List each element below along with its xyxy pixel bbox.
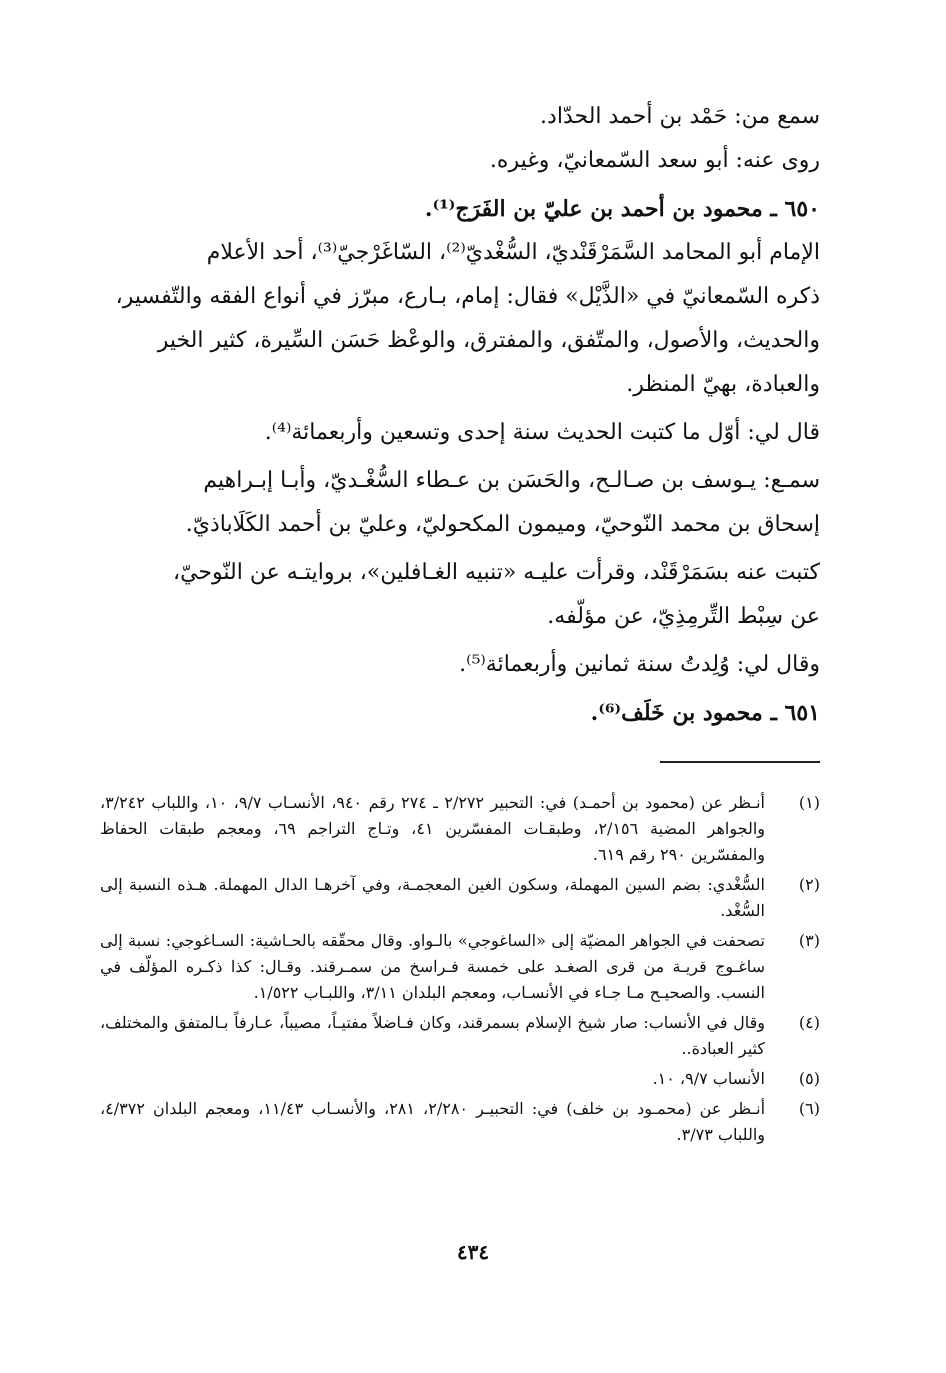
footnote-text: وقال في الأنساب: صار شيخ الإسلام بسمرقند، وكان فـاضلاً مفتيـاً، مصيباً، عـارفاً بـالمتفق والمختلف، كثير العبادة.. [100, 1013, 765, 1058]
footnote [100, 928, 820, 1006]
footnote-text: الأنساب ٩/٧، ١٠. [652, 1069, 765, 1088]
text-line: والعبادة، بهيّ المنظر. [626, 372, 820, 397]
page-number: ٤٣٤ [456, 1240, 490, 1264]
text-line: وقال لي: وُلِدتُ سنة ثمانين وأربعمائة⁽⁵⁾. [459, 652, 820, 677]
footnotes [100, 790, 820, 1152]
footnote-number: (٢) [798, 875, 820, 894]
footnote-number: (٥) [798, 1069, 820, 1088]
main-text [100, 95, 820, 735]
footnote [100, 1010, 820, 1062]
text-line: قال لي: أوّل ما كتبت الحديث سنة إحدى وتسعين وأربعمائة⁽⁴⁾. [264, 420, 820, 445]
text-line: كتبت عنه بسَمَرْقَنْد، وقرأت عليـه «تنبيه الغـافلين»، بروايتـه عن النّوحيّ، [172, 560, 820, 585]
text-line: والحديث، والأصول، والمتّفق، والمفترق، والوعْظ حَسَن السِّيرة، كثير الخير [157, 328, 820, 353]
footnote-text: تصحفت في الجواهر المضيّة إلى «الساغوجي» بالـواو. وقال محقّقه بالحـاشية: السـاغوجي: نسبة إلى ساغـوج قريـة من قرى الصغـد على خمسة فـراسخ من سمـرقند. وقـال: كذا ذكـره المؤلّف في النسب. والصحيـح مـا جـاء في الأنسـاب، ومعجم البلدان ٣/١١، واللبـاب ١/٥٢٢. [100, 931, 765, 1002]
text-line: سمـع: يـوسف بن صـالـح، والحَسَن بن عـطاء السُّغْـديّ، وأبـا إبـراهيم [203, 468, 820, 493]
text-line: عن سِبْط التِّرمِذِيّ، عن مؤلّفه. [547, 604, 820, 629]
entry-heading-650: ٦٥٠ ـ محمود بن أحمد بن عليّ بن الفَرَج⁽¹⁾. [424, 196, 820, 222]
footnote-number: (١) [798, 793, 820, 812]
footnote-number: (٤) [798, 1013, 820, 1032]
footnote-text: أنـظر عن (محمود بن أحمـد) في: التحبير ٢/٢٧٢ ـ ٢٧٤ رقم ٩٤٠، الأنسـاب ٩/٧، ١٠، واللباب ٣/٢٤٢، والجواهر المضية ٢/١٥٦، وطبقـات المفسّرين ٤١، وتـاج التراجم ٦٩، ومعجم طبقات الحفاظ والمفسّرين ٢٩٠ رقم ٦١٩. [100, 793, 766, 864]
footnote [100, 872, 820, 924]
text-line: إسحاق بن محمد النّوحيّ، وميمون المكحوليّ، وعليّ بن أحمد الكَلَاباذيّ. [185, 512, 820, 537]
footnote-divider [660, 761, 820, 763]
text-line: الإمام أبو المحامد السَّمَرْقَنْديّ، السُّغْديّ⁽²⁾، السّاغَرْجيّ⁽³⁾، أحد الأعلام [206, 240, 820, 265]
entry-heading-651: ٦٥١ ـ محمود بن خَلَف⁽⁶⁾. [590, 700, 820, 726]
footnote-text: السُّغْدي: بضم السين المهملة، وسكون الغين المعجمـة، وفي آخرهـا الدال المهملة. هـذه النسبة إلى السُّغْد. [100, 875, 765, 920]
text-line: سمع من: حَمْد بن أحمد الحدّاد. [540, 104, 820, 129]
footnote-text: أنـظر عن (محمـود بن خلف) في: التحبيـر ٢/٢٨٠، ٢٨١، والأنسـاب ١١/٤٣، ومعجم البلدان ٤/٣٧٢، واللباب ٣/٧٣. [100, 1099, 766, 1144]
footnote [100, 790, 820, 868]
footnote-number: (٦) [798, 1099, 820, 1118]
footnote [100, 1096, 820, 1148]
footnote-number: (٣) [798, 931, 820, 950]
footnote [100, 1066, 820, 1092]
text-line: ذكره السّمعانيّ في «الذَّيْل» فقال: إمام، بـارع، مبرّز في أنواع الفقه والتّفسير، [115, 284, 820, 309]
text-line: روى عنه: أبو سعد السّمعانيّ، وغيره. [489, 148, 820, 173]
